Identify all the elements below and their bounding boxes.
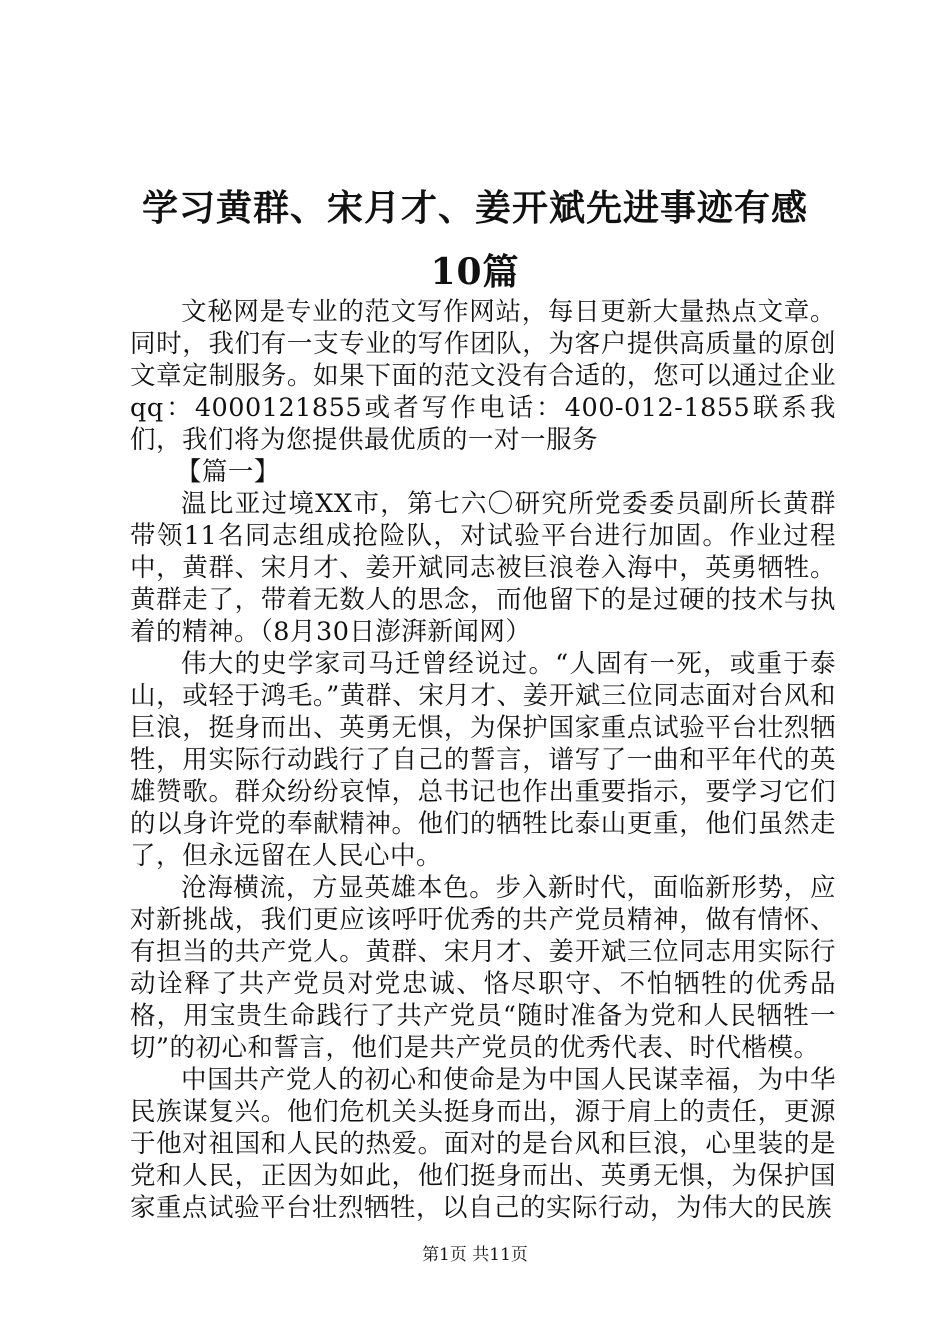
document-title: 学习黄群、宋月才、姜开斌先进事迹有感10篇 [141, 187, 808, 293]
body-paragraph: 温比亚过境XX市，第七六〇研究所党委委员副所长黄群带领11名同志组成抢险队，对试验平台进行加固。作业过程中，黄群、宋月才、姜开斌同志被巨浪卷入海中，英勇牺牲。黄群走了，带着无数人的思念，而他留下的是过硬的技术与执着的精神。（8月30日澎湃新闻网） [130, 489, 836, 647]
document-body [130, 296, 836, 1224]
body-paragraph: 伟大的史学家司马迁曾经说过。“人固有一死，或重于泰山，或轻于鸿毛。”黄群、宋月才、姜开斌三位同志面对台风和巨浪，挺身而出、英勇无惧，为保护国家重点试验平台壮烈牺牲，用实际行动践行了自己的誓言，谱写了一曲和平年代的英雄赞歌。群众纷纷哀悼，总书记也作出重要指示，要学习它们的以身许党的奉献精神。他们的牺牲比泰山更重，他们虽然走了，但永远留在人民心中。 [130, 649, 836, 871]
intro-paragraph: 文秘网是专业的范文写作网站，每日更新大量热点文章。同时，我们有一支专业的写作团队，为客户提供高质量的原创文章定制服务。如果下面的范文没有合适的，您可以通过企业qq：4000121855或者写作电话：400-012-1855联系我们，我们将为您提供最优质的一对一服务 [130, 297, 836, 455]
page-indicator: 第1页 共11页 [422, 1245, 528, 1265]
body-paragraph: 中国共产党人的初心和使命是为中国人民谋幸福，为中华民族谋复兴。他们危机关头挺身而出，源于肩上的责任，更源于他对祖国和人民的热爱。面对的是台风和巨浪，心里装的是党和人民，正因为如此，他们挺身而出、英勇无惧，为保护国家重点试验平台壮烈牺牲，以自己的实际行动，为伟大的民族 [130, 1065, 836, 1223]
section-heading: 【篇一】 [175, 457, 280, 487]
body-paragraph: 沧海横流，方显英雄本色。步入新时代，面临新形势，应对新挑战，我们更应该呼吁优秀的共产党员精神，做有情怀、有担当的共产党人。黄群、宋月才、姜开斌三位同志用实际行动诠释了共产党员对党忠诚、恪尽职守、不怕牺牲的优秀品格，用宝贵生命践行了共产党员“随时准备为党和人民牺牲一切”的初心和誓言，他们是共产党员的优秀代表、时代楷模。 [130, 873, 836, 1063]
